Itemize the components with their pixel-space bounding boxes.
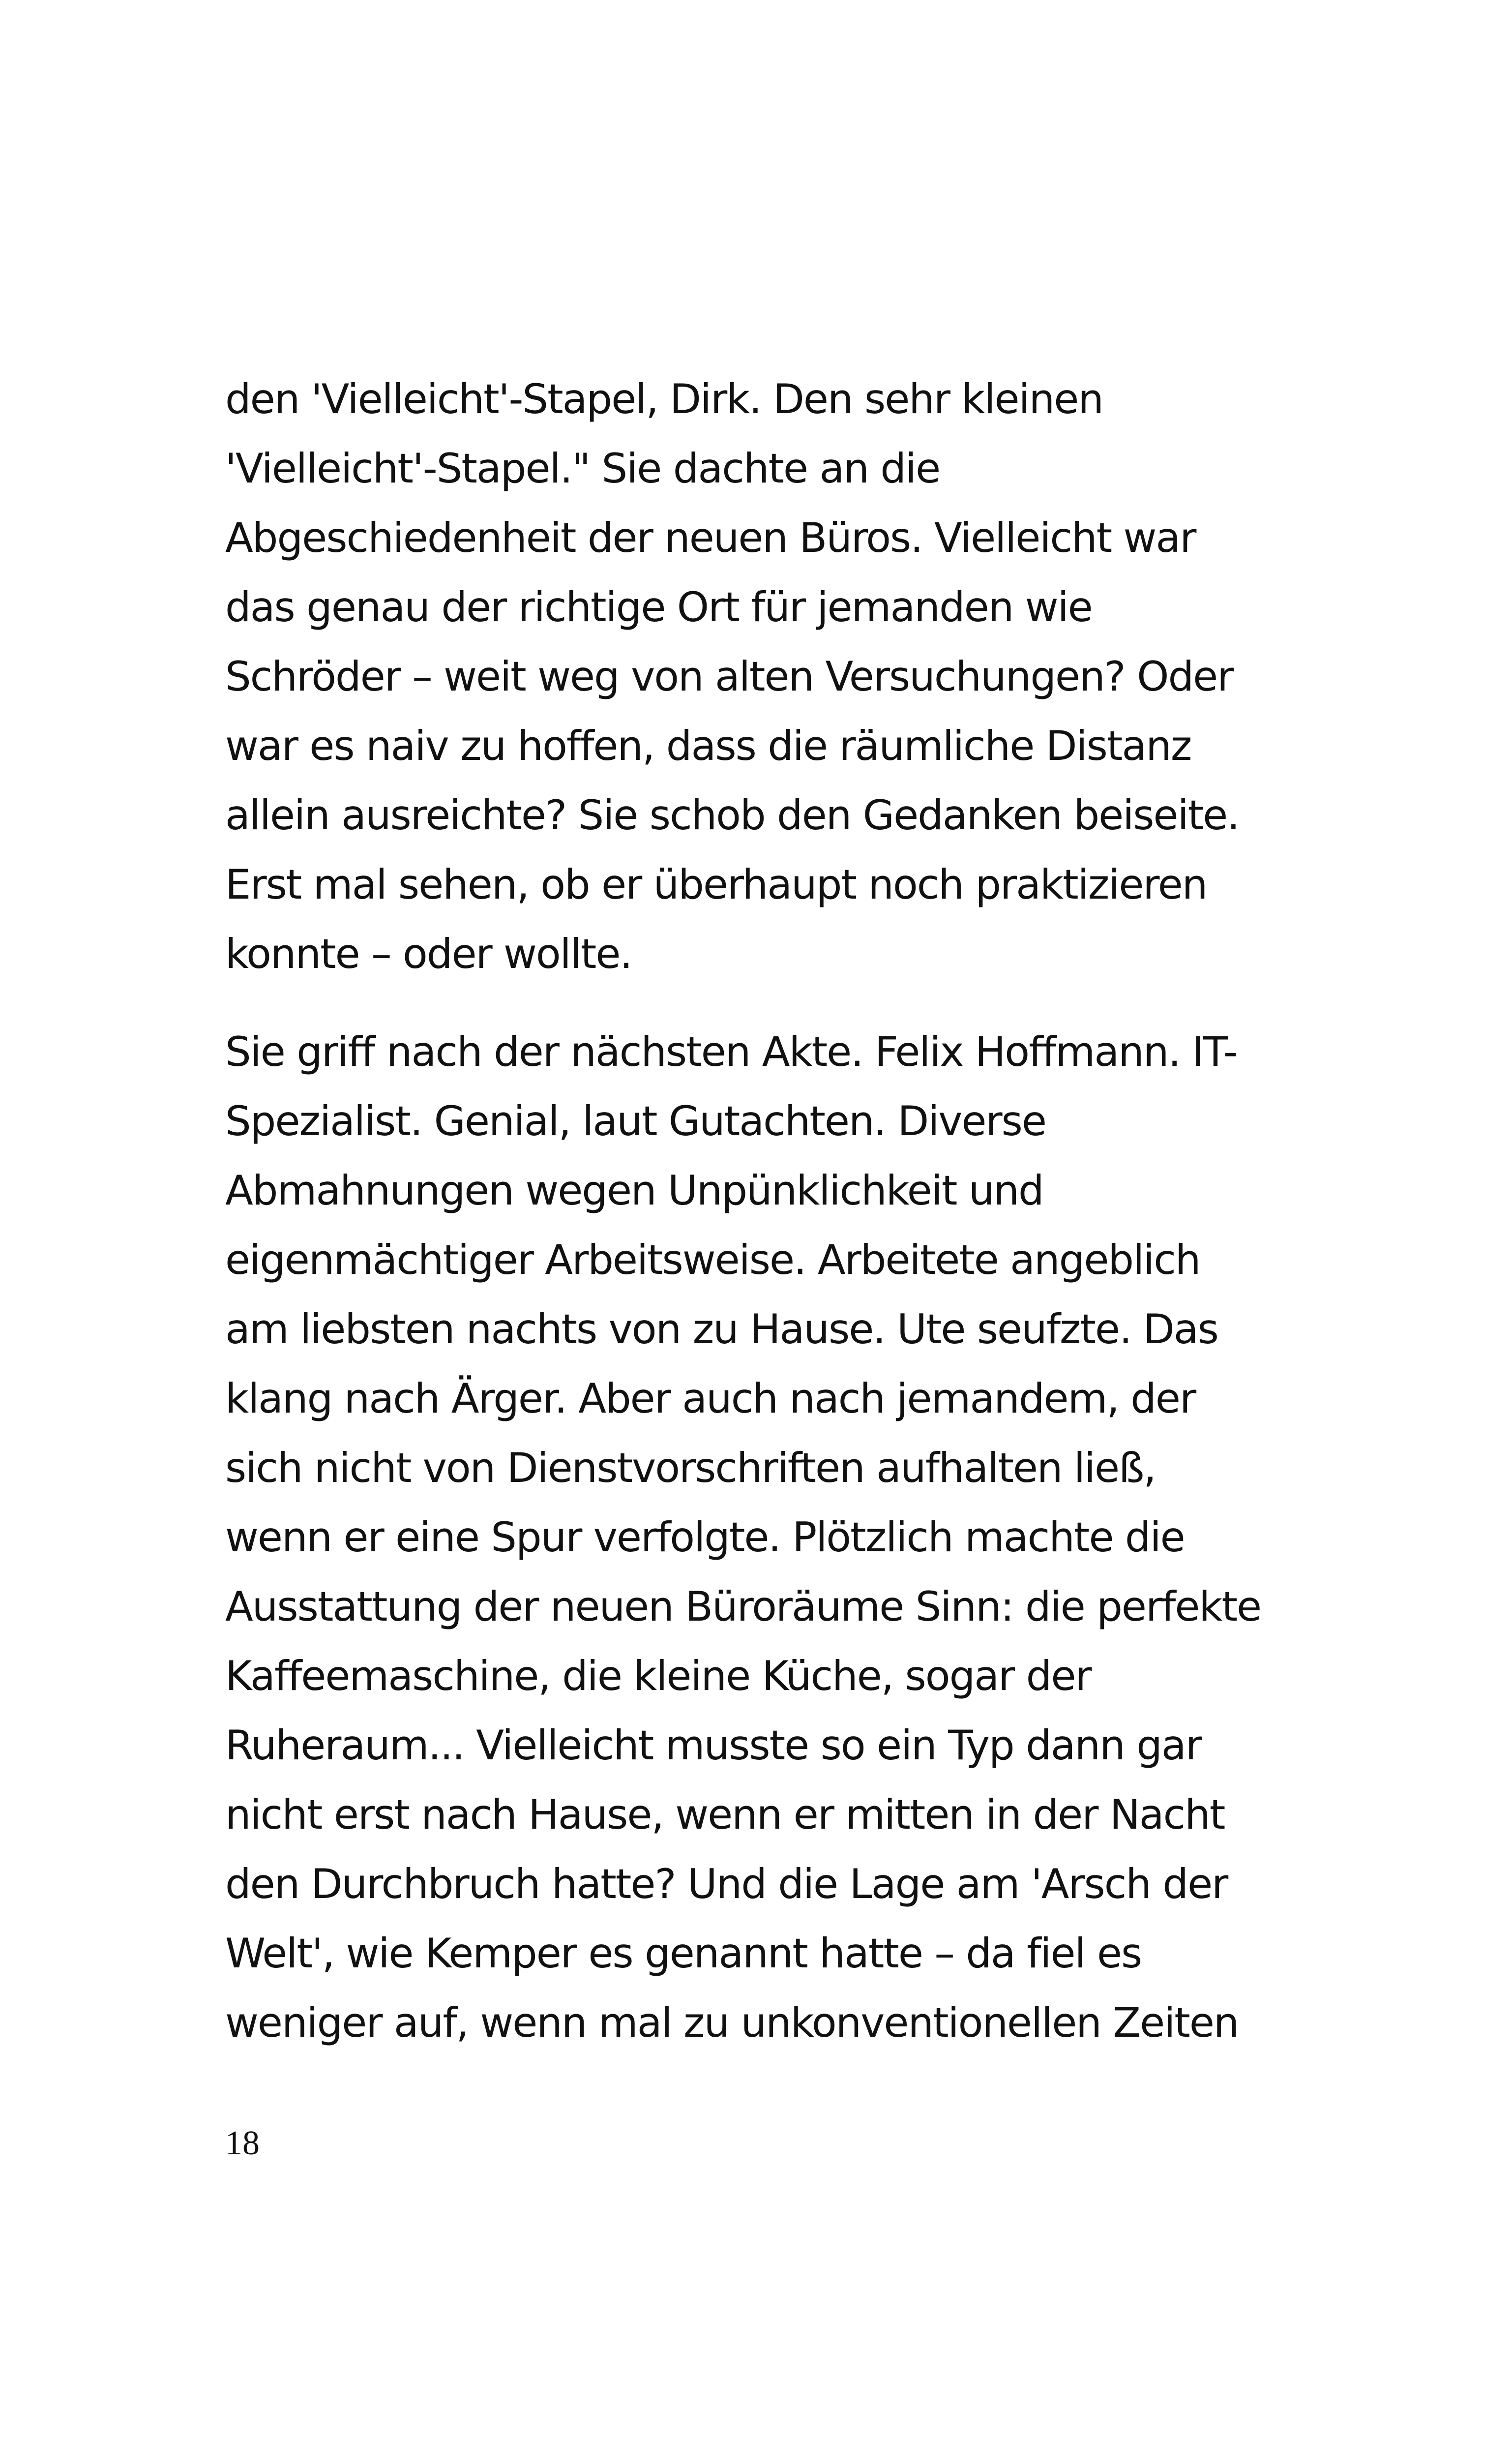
text-line: den Durchbruch hatte? Und die Lage am 'Arsch der: [225, 1860, 1228, 1908]
text-line: war es naiv zu hoffen, dass die räumliche Distanz: [225, 722, 1191, 770]
text-line: allein ausreichte? Sie schob den Gedanken beiseite.: [225, 791, 1239, 839]
text-line: weniger auf, wenn mal zu unkonventionellen Zeiten: [225, 1999, 1239, 2047]
text-line: eigenmächtiger Arbeitsweise. Arbeitete angeblich: [225, 1236, 1200, 1284]
text-line: 'Vielleicht'-Stapel." Sie dachte an die: [225, 445, 940, 492]
text-line: Abmahnungen wegen Unpünklichkeit und: [225, 1167, 1043, 1214]
text-line: klang nach Ärger. Aber auch nach jemandem, der: [225, 1375, 1196, 1422]
page-number: 18: [225, 2124, 260, 2162]
text-line: am liebsten nachts von zu Hause. Ute seufzte. Das: [225, 1305, 1218, 1353]
text-line: Welt', wie Kemper es genannt hatte – da fiel es: [225, 1930, 1142, 1977]
text-line: Erst mal sehen, ob er überhaupt noch praktizieren: [225, 861, 1207, 908]
text-line: Spezialist. Genial, laut Gutachten. Diverse: [225, 1097, 1046, 1145]
text-line: Sie griff nach der nächsten Akte. Felix Hoffmann. IT-: [225, 1028, 1237, 1076]
text-line: Ausstattung der neuen Büroräume Sinn: die perfekte: [225, 1583, 1261, 1630]
text-line: das genau der richtige Ort für jemanden wie: [225, 583, 1092, 631]
text-line: sich nicht von Dienstvorschriften aufhalten ließ,: [225, 1444, 1156, 1492]
text-line: Abgeschiedenheit der neuen Büros. Vielleicht war: [225, 514, 1196, 562]
text-line: wenn er eine Spur verfolgte. Plötzlich machte die: [225, 1513, 1185, 1561]
text-line: Schröder – weit weg von alten Versuchungen? Oder: [225, 653, 1233, 700]
text-line: den 'Vielleicht'-Stapel, Dirk. Den sehr kleinen: [225, 375, 1103, 423]
text-line: nicht erst nach Hause, wenn er mitten in der Nacht: [225, 1791, 1225, 1839]
text-line: Kaffeemaschine, die kleine Küche, sogar der: [225, 1652, 1091, 1700]
text-line: konnte – oder wollte.: [225, 930, 632, 978]
text-line: Ruheraum... Vielleicht musste so ein Typ dann gar: [225, 1721, 1201, 1769]
